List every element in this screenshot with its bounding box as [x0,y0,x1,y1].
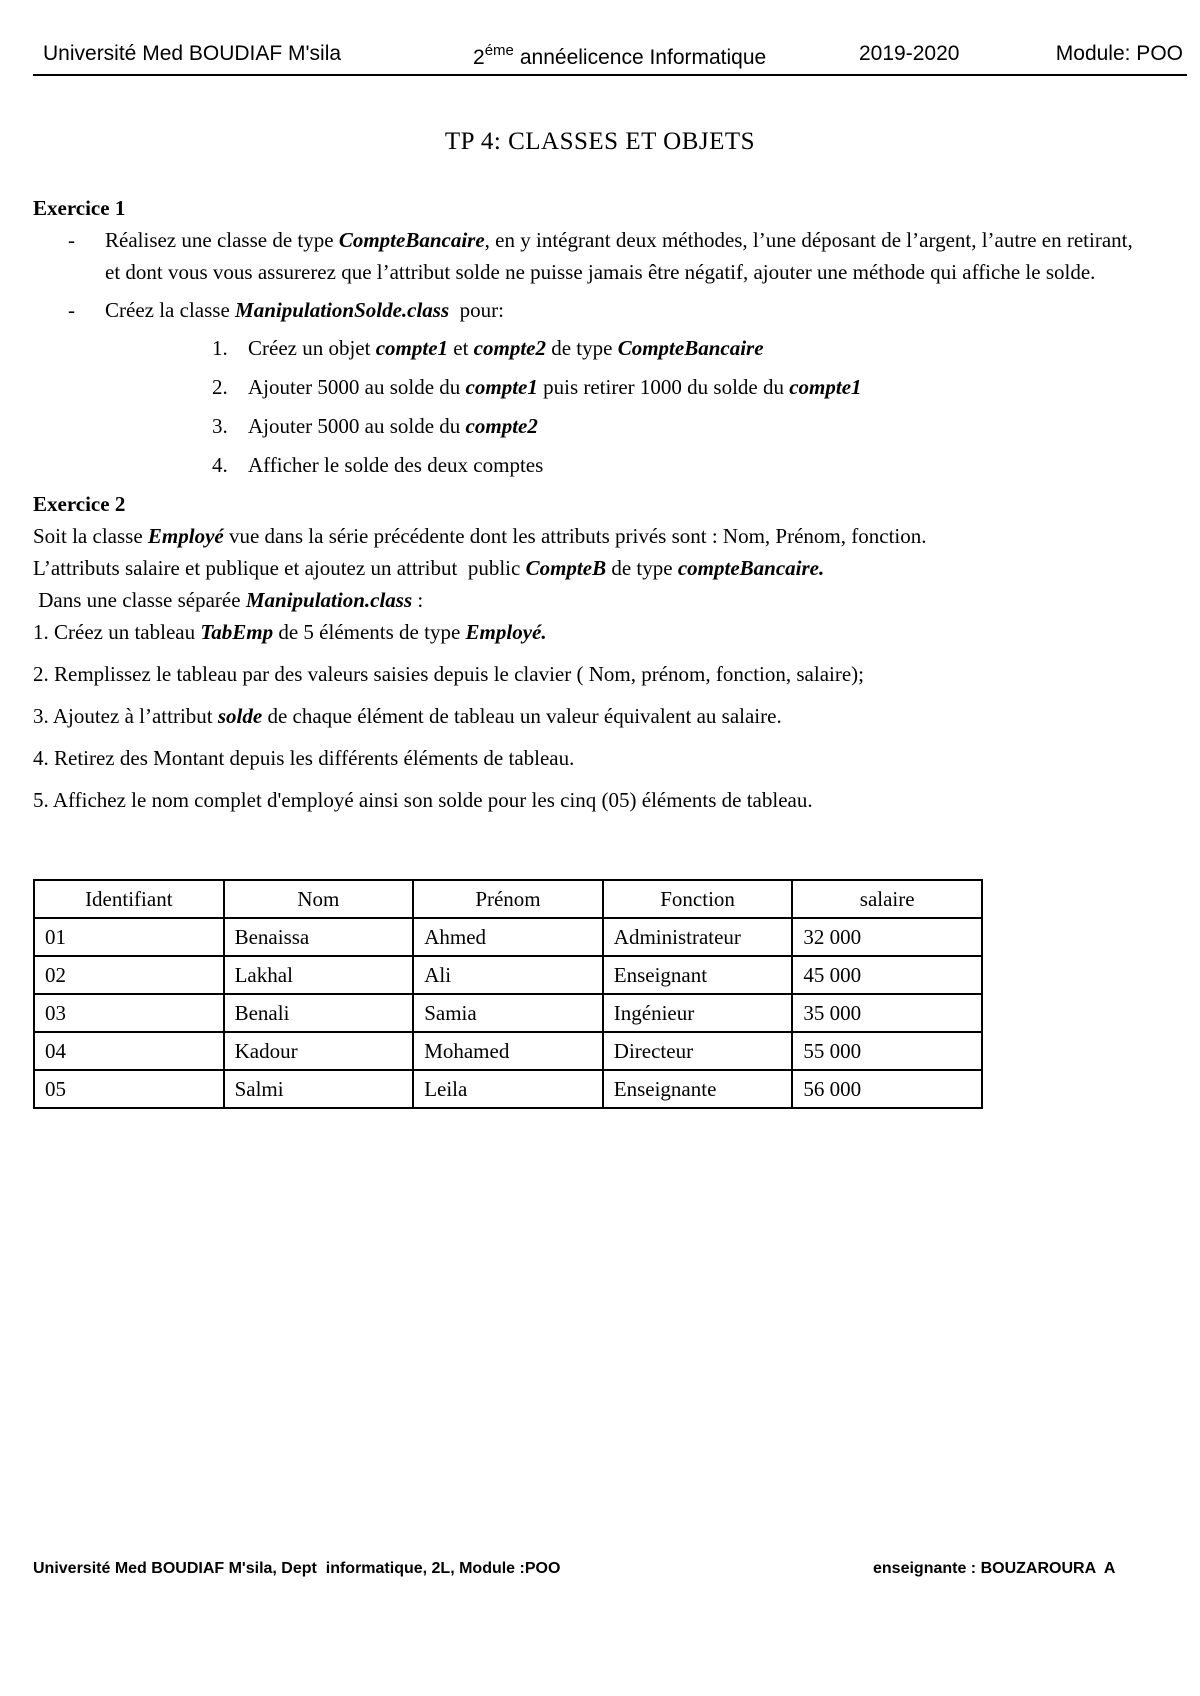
table-row [34,956,982,994]
column-header: Fonction [603,880,793,918]
table-cell: 32 000 [792,918,982,956]
table-cell: Leila [413,1070,603,1108]
text: et [448,336,474,360]
exercise-2-point-5: 5. Affichez le nom complet d'employé ainsi son solde pour les cinq (05) éléments de tableau. [33,788,813,812]
object-name: compte1 [789,375,862,399]
exercise-1-list [33,224,1153,481]
table-cell: Administrateur [603,918,793,956]
exercise-2-line-3 [33,584,1153,616]
document-body [33,192,1153,816]
table-cell: Mohamed [413,1032,603,1070]
header-university: Université Med BOUDIAF M'sila [43,42,342,65]
table-cell: 04 [34,1032,224,1070]
text: puis retirer 1000 du solde du [537,375,790,399]
object-name: compte2 [465,414,538,438]
header-year-sup: éme [484,42,514,59]
table-cell: Kadour [224,1032,414,1070]
text: de type [545,336,618,360]
footer-left: Université Med BOUDIAF M'sila, Dept informatique, 2L, Module :POO [33,1560,561,1577]
column-header: salaire [792,880,982,918]
text: de 5 éléments de type [273,620,466,644]
table-cell: Lakhal [224,956,414,994]
exercise-1-steps [105,332,1153,481]
class-name: Manipulation.class [245,588,413,612]
exercise-1-bullet-2 [33,294,1153,481]
text: de chaque élément de tableau un valeur équivalent au salaire. [262,704,782,728]
text: , en y intégrant deux méthodes, l’une déposant de l’argent, l’autre en retirant, et dont vous vous assurerez que l’attribut solde ne puisse jamais être négatif, ajouter une méthode qui affiche le solde. [105,228,1133,284]
class-name: CompteBancaire [338,228,485,252]
text: de type [606,556,678,580]
text: 1. Créez un tableau [33,620,201,644]
object-name: compte2 [473,336,546,360]
exercise-1-bullet-1 [33,224,1153,288]
text: Créez un objet [248,336,376,360]
table-cell: 01 [34,918,224,956]
column-header: Identifiant [34,880,224,918]
table-cell: Enseignant [603,956,793,994]
class-name: Employé [147,524,224,548]
text: Créez la classe [105,298,236,322]
text: Afficher le solde des deux comptes [248,453,544,477]
step-number: 4. [212,453,228,477]
text: vue dans la série précédente dont les attributs privés sont : Nom, Prénom, fonction. [223,524,927,548]
array-name: TabEmp [200,620,274,644]
employee-table [33,879,983,1109]
table-cell: Ingénieur [603,994,793,1032]
table-cell: Samia [413,994,603,1032]
footer-right: enseignante : BOUZAROURA A [873,1560,1116,1577]
table-cell: Ahmed [413,918,603,956]
table-cell: 55 000 [792,1032,982,1070]
text: Ajouter 5000 au solde du [248,414,466,438]
text: L’attributs salaire et publique et ajoutez un attribut public [33,556,526,580]
table-header-row [34,880,982,918]
step-2 [212,371,1153,403]
header-year-num: 2 [473,46,485,69]
text: Réalisez une classe de type [105,228,339,252]
exercise-2-point-3 [33,700,1153,732]
text: Ajouter 5000 au solde du [248,375,466,399]
document-title: TP 4: CLASSES ET OBJETS [444,128,756,155]
table-cell: 45 000 [792,956,982,994]
exercise-1-title: Exercice 1 [33,196,126,220]
text: Dans une classe séparée [33,588,246,612]
table-cell: 35 000 [792,994,982,1032]
table-cell: Ali [413,956,603,994]
header-module: Module: POO [1055,42,1183,65]
table-cell: Benaissa [224,918,414,956]
text: 3. Ajoutez à l’attribut [33,704,218,728]
column-header: Nom [224,880,414,918]
class-name: CompteBancaire [617,336,764,360]
exercise-2-line-2 [33,552,1153,584]
table-cell: 56 000 [792,1070,982,1108]
class-name: compteBancaire. [677,556,825,580]
text: : [412,588,424,612]
header-year [473,42,766,70]
step-number: 1. [212,336,228,360]
column-header: Prénom [413,880,603,918]
step-1 [212,332,1153,364]
table-row [34,994,982,1032]
text: Soit la classe [33,524,148,548]
table-row [34,1070,982,1108]
page-header [33,40,1187,76]
header-year-text: annéelicence Informatique [519,46,767,69]
table-cell: 02 [34,956,224,994]
object-name: compte1 [465,375,538,399]
step-3 [212,410,1153,442]
object-name: compte1 [375,336,449,360]
table-row [34,1032,982,1070]
table-cell: Enseignante [603,1070,793,1108]
exercise-2-title: Exercice 2 [33,492,126,516]
table-cell: Directeur [603,1032,793,1070]
table-cell: 03 [34,994,224,1032]
table-cell: Salmi [224,1070,414,1108]
exercise-2-line-1 [33,520,1153,552]
table-row [34,918,982,956]
step-4 [212,449,1153,481]
header-date: 2019-2020 [859,42,960,65]
exercise-2-point-2: 2. Remplissez le tableau par des valeurs saisies depuis le clavier ( Nom, prénom, fonction, salaire); [33,662,864,686]
step-number: 3. [212,414,228,438]
exercise-2-point-4: 4. Retirez des Montant depuis les différents éléments de tableau. [33,746,575,770]
class-name: Employé. [465,620,547,644]
page-footer [33,1560,1133,1578]
attribute-name: CompteB [525,556,607,580]
attribute-name: solde [217,704,263,728]
exercise-2-point-1 [33,616,1153,648]
step-number: 2. [212,375,228,399]
table-cell: Benali [224,994,414,1032]
class-name: ManipulationSolde.class [235,298,450,322]
table-cell: 05 [34,1070,224,1108]
text: pour: [449,298,504,322]
